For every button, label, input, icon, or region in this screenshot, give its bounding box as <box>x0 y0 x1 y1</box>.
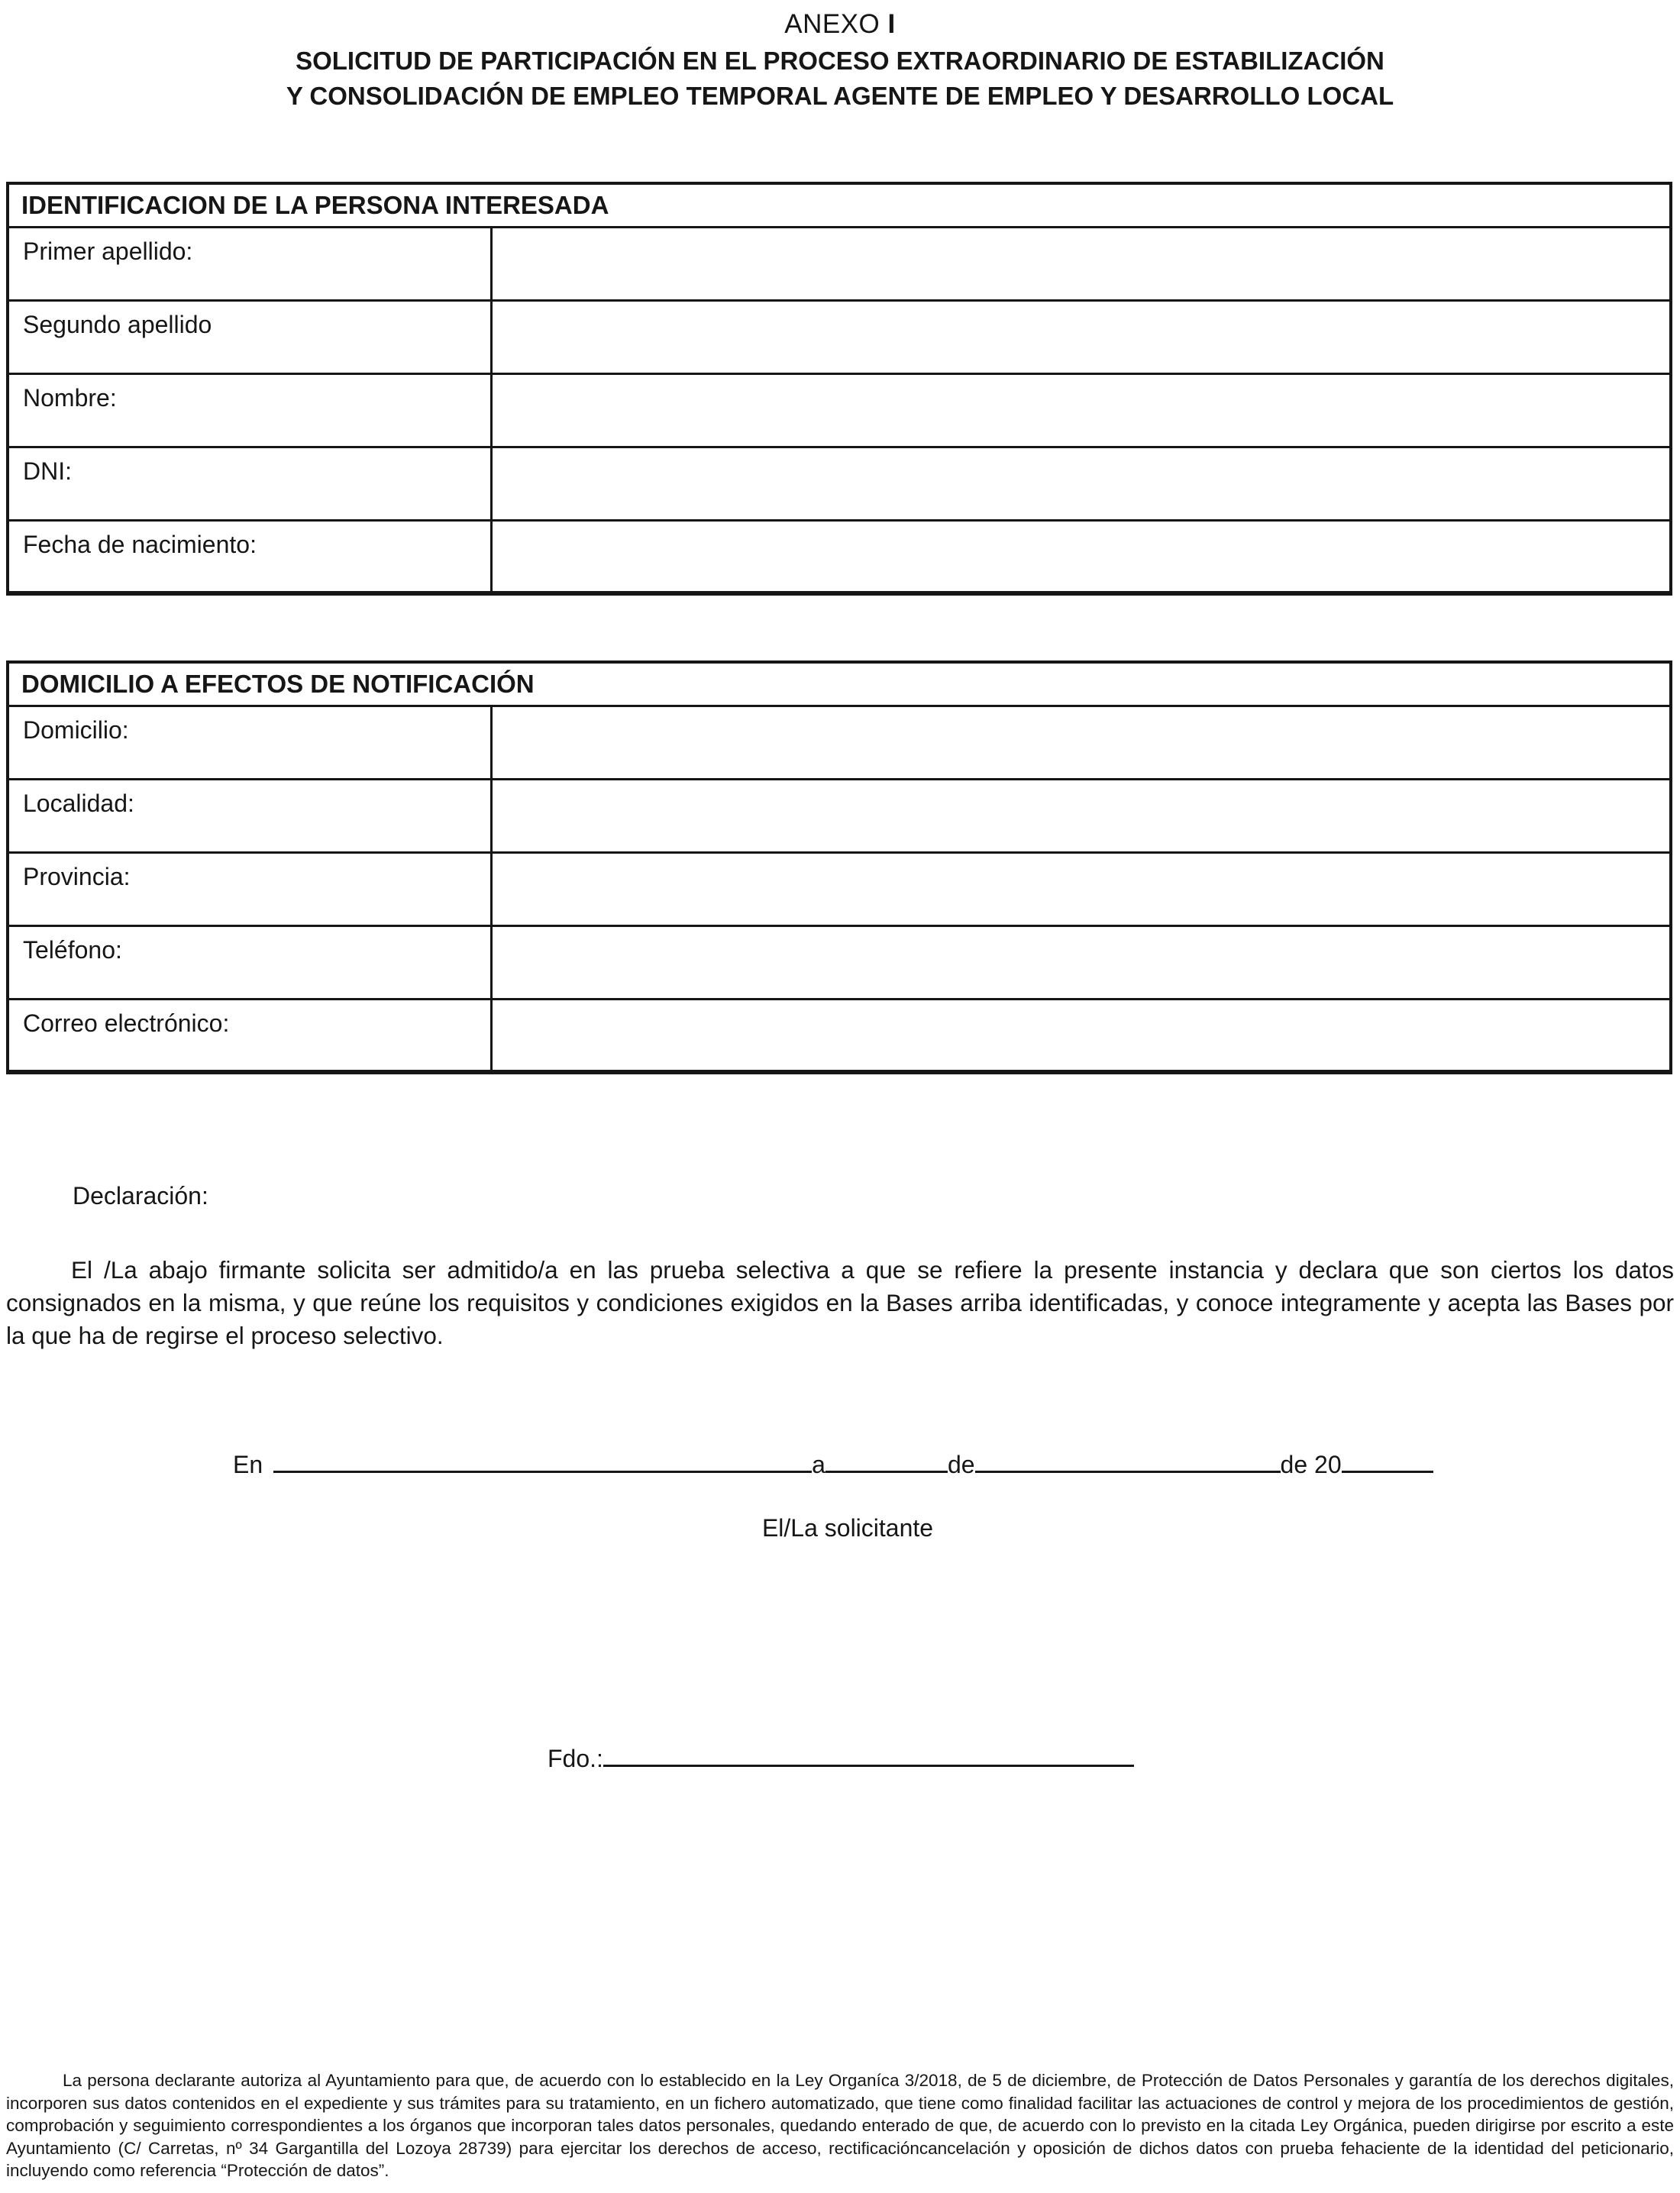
field-input-localidad[interactable] <box>491 779 1671 852</box>
field-label-correo-electronico: Correo electrónico: <box>8 999 491 1072</box>
signature-blank-field[interactable] <box>603 1765 1134 1767</box>
field-input-provincia[interactable] <box>491 852 1671 925</box>
annex-label: ANEXO <box>784 9 880 39</box>
date-month-connector: de <box>947 1451 975 1478</box>
field-row-domicilio <box>8 706 1671 779</box>
month-blank-field[interactable] <box>975 1471 1281 1473</box>
field-input-telefono[interactable] <box>491 925 1671 999</box>
field-label-dni: DNI: <box>8 447 491 520</box>
field-label-nombre: Nombre: <box>8 373 491 447</box>
field-input-correo-electronico[interactable] <box>491 999 1671 1072</box>
place-blank-field[interactable] <box>273 1471 812 1473</box>
signature-line <box>548 1745 1134 1773</box>
field-row-dni <box>8 447 1671 520</box>
field-row-fecha-nacimiento <box>8 520 1671 593</box>
signer-label: El/La solicitante <box>761 1514 934 1542</box>
identification-table-header: IDENTIFICACION DE LA PERSONA INTERESADA <box>8 183 1671 227</box>
field-row-segundo-apellido <box>8 300 1671 373</box>
declaration-heading: Declaración: <box>73 1182 208 1210</box>
date-year-connector: de 20 <box>1280 1451 1342 1478</box>
identification-table <box>6 182 1672 596</box>
identification-table-header-row <box>8 183 1671 227</box>
field-label-segundo-apellido: Segundo apellido <box>8 300 491 373</box>
annex-number: I <box>887 9 896 39</box>
field-label-telefono: Teléfono: <box>8 925 491 999</box>
field-input-primer-apellido[interactable] <box>491 227 1671 300</box>
field-input-dni[interactable] <box>491 447 1671 520</box>
year-blank-field[interactable] <box>1342 1471 1433 1473</box>
date-line <box>233 1451 1433 1479</box>
annex-title <box>0 9 1680 40</box>
field-label-fecha-nacimiento: Fecha de nacimiento: <box>8 520 491 593</box>
field-row-primer-apellido <box>8 227 1671 300</box>
address-table-header: DOMICILIO A EFECTOS DE NOTIFICACIÓN <box>8 662 1671 706</box>
signed-by-label: Fdo.: <box>548 1745 603 1772</box>
day-blank-field[interactable] <box>825 1471 948 1473</box>
field-row-correo-electronico <box>8 999 1671 1072</box>
field-label-domicilio: Domicilio: <box>8 706 491 779</box>
field-label-primer-apellido: Primer apellido: <box>8 227 491 300</box>
field-input-nombre[interactable] <box>491 373 1671 447</box>
address-table <box>6 660 1672 1074</box>
form-title <box>0 44 1680 114</box>
date-prefix-label: En <box>233 1451 263 1478</box>
field-label-provincia: Provincia: <box>8 852 491 925</box>
privacy-notice: La persona declarante autoriza al Ayuntamiento para que, de acuerdo con lo establecido en la Ley Organíca 3/2018, de 5 de diciembre, de Protección de Datos Personales y garantía de los derechos digitales, incorporen sus datos contenidos en el expediente y sus trámites para su tratamiento, en un fichero automatizado, que tiene como finalidad facilitar las actuaciones de control y mejora de los procedimientos de gestión, comprobación y seguimiento correspondientes a los órganos que incorporan tales datos personales, quedando enterado de que, de acuerdo con lo previsto en la citada Ley Orgánica, pueden dirigirse por escrito a este Ayuntamiento (C/ Carretas, nº 34 Gargantilla del Lozoya 28739) para ejercitar los derechos de acceso, rectificacióncancelación y oposición de dichos datos con prueba fehaciente de la identidad del peticionario, incluyendo como referencia “Protección de datos”. <box>6 2071 1674 2180</box>
field-row-telefono <box>8 925 1671 999</box>
form-title-line2: Y CONSOLIDACIÓN DE EMPLEO TEMPORAL AGENTE DE EMPLEO Y DESARROLLO LOCAL <box>286 82 1394 110</box>
field-input-domicilio[interactable] <box>491 706 1671 779</box>
field-row-localidad <box>8 779 1671 852</box>
field-label-localidad: Localidad: <box>8 779 491 852</box>
date-day-connector: a <box>812 1451 825 1478</box>
address-table-header-row <box>8 662 1671 706</box>
field-input-fecha-nacimiento[interactable] <box>491 520 1671 593</box>
form-title-line1: SOLICITUD DE PARTICIPACIÓN EN EL PROCESO EXTRAORDINARIO DE ESTABILIZACIÓN <box>296 47 1384 75</box>
field-input-segundo-apellido[interactable] <box>491 300 1671 373</box>
field-row-provincia <box>8 852 1671 925</box>
field-row-nombre <box>8 373 1671 447</box>
declaration-paragraph: El /La abajo firmante solicita ser admitido/a en las prueba selectiva a que se refiere la presente instancia y declara que son ciertos los datos consignados en la misma, y que reúne los requisitos y condiciones exigidos en la Bases arriba identificadas, y conoce integramente y acepta las Bases por la que ha de regirse el proceso selectivo. <box>6 1256 1674 1349</box>
